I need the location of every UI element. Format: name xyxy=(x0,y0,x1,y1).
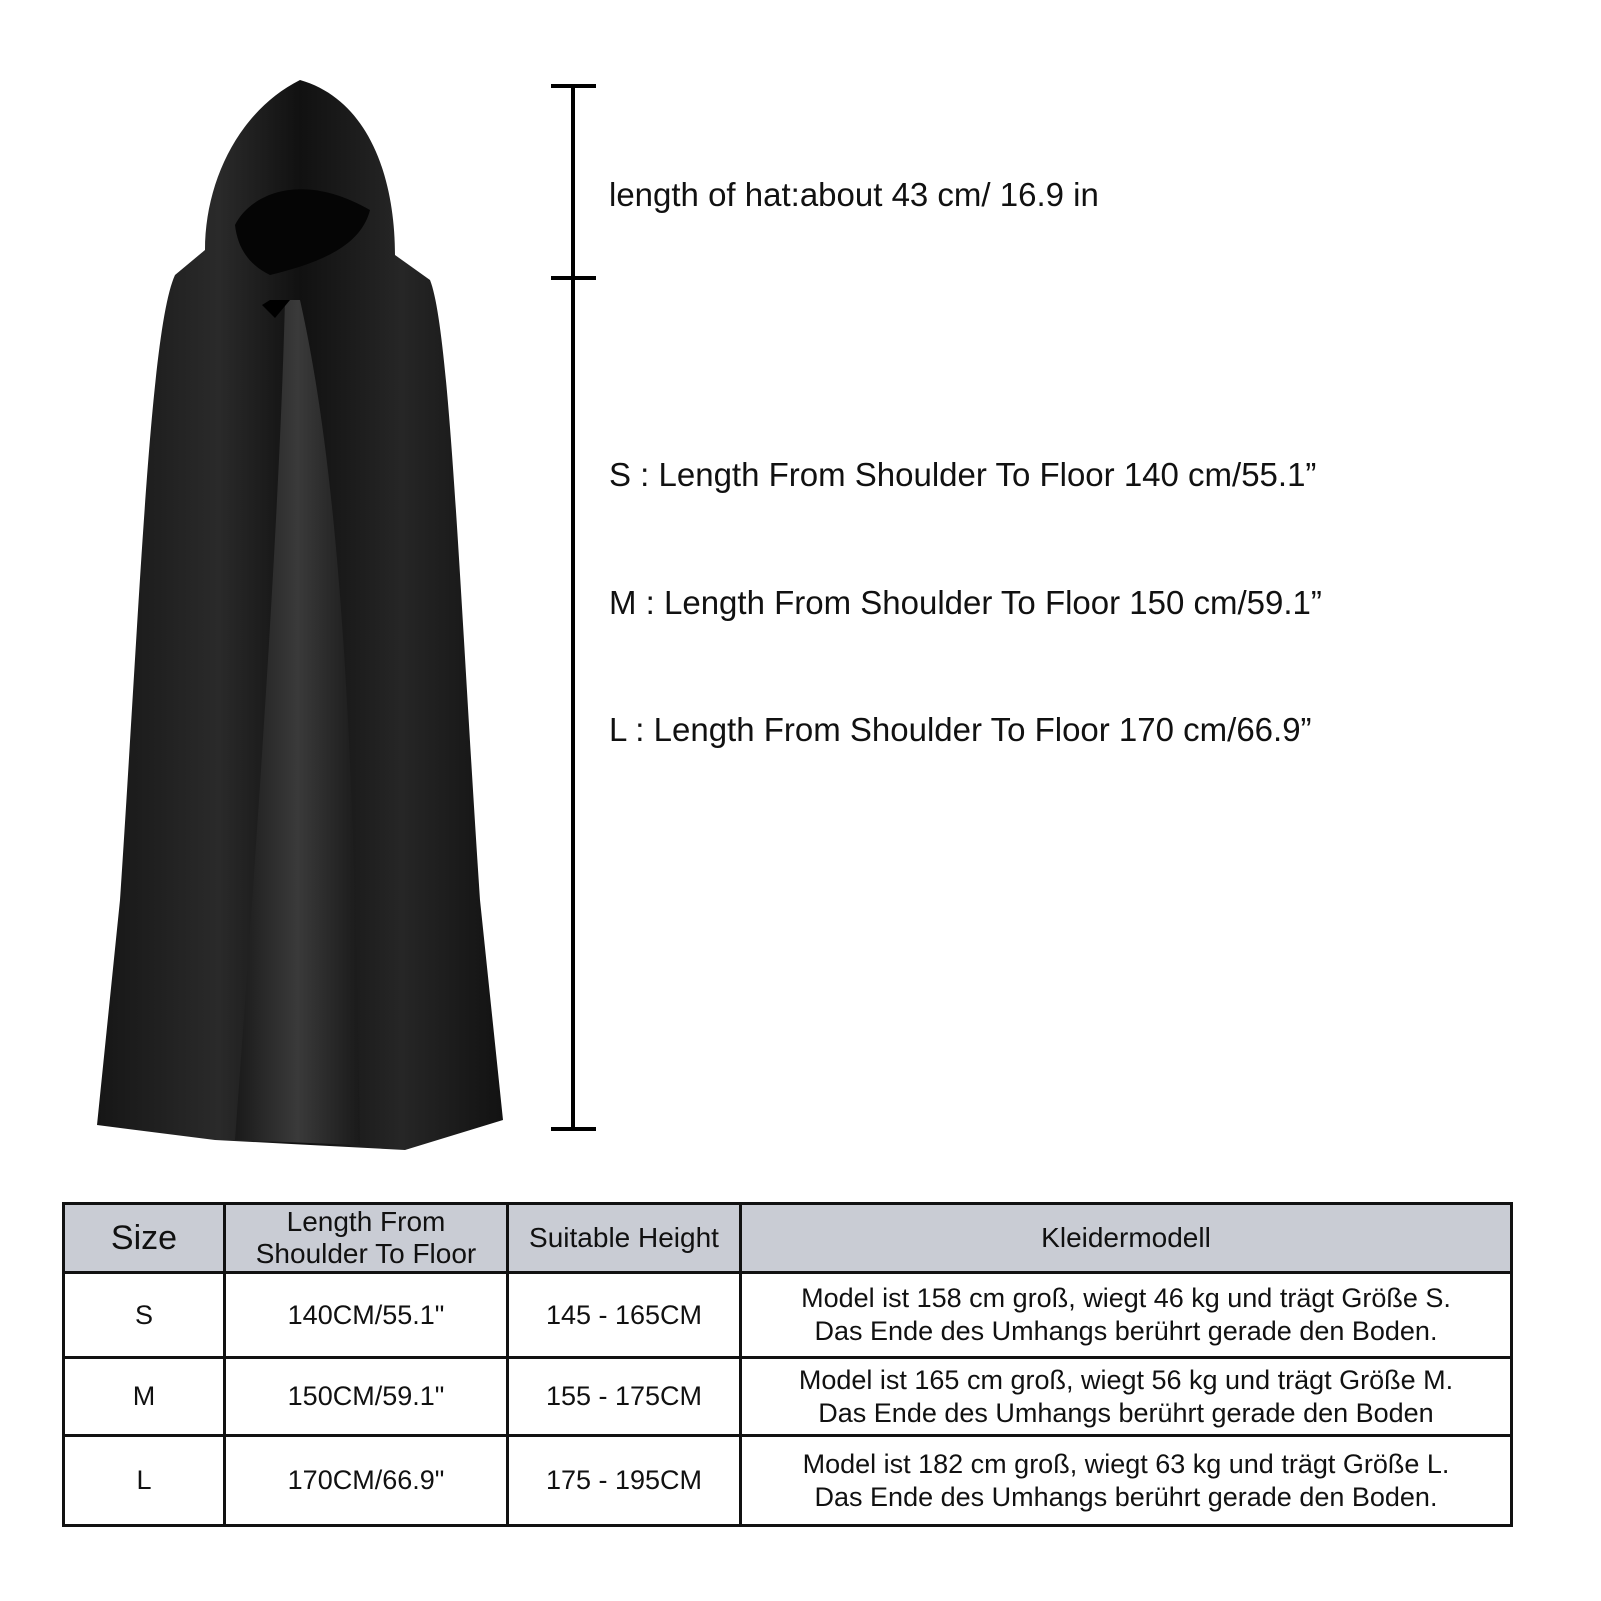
header-length xyxy=(225,1204,508,1273)
table-row xyxy=(64,1358,1512,1436)
model-line2: Das Ende des Umhangs berührt gerade den Boden. xyxy=(814,1316,1438,1346)
measure-line xyxy=(571,86,575,1130)
cell-length: 170CM/66.9" xyxy=(225,1436,508,1526)
cell-size: S xyxy=(64,1273,225,1358)
size-l-length-note: L : Length From Shoulder To Floor 170 cm/66.9” xyxy=(609,711,1312,748)
cell-model xyxy=(741,1436,1512,1526)
header-size: Size xyxy=(64,1204,225,1273)
measure-bottom-cap xyxy=(551,1127,596,1131)
size-chart-table xyxy=(62,1202,1513,1527)
hat-length-note: length of hat:about 43 cm/ 16.9 in xyxy=(609,176,1099,213)
table-header-row xyxy=(64,1204,1512,1273)
header-length-line2: Shoulder To Floor xyxy=(255,1238,477,1269)
cell-height: 155 - 175CM xyxy=(508,1358,741,1436)
header-suitable-height: Suitable Height xyxy=(508,1204,741,1273)
cell-model xyxy=(741,1273,1512,1358)
header-kleidermodell: Kleidermodell xyxy=(741,1204,1512,1273)
cell-height: 175 - 195CM xyxy=(508,1436,741,1526)
measure-shoulder-mark xyxy=(551,276,596,280)
model-line1: Model ist 182 cm groß, wiegt 63 kg und trägt Größe L. xyxy=(802,1448,1450,1479)
table-row xyxy=(64,1273,1512,1358)
table-row xyxy=(64,1436,1512,1526)
header-length-line1: Length From xyxy=(286,1206,446,1237)
cell-size: L xyxy=(64,1436,225,1526)
cell-length: 150CM/59.1" xyxy=(225,1358,508,1436)
cell-height: 145 - 165CM xyxy=(508,1273,741,1358)
size-s-length-note: S : Length From Shoulder To Floor 140 cm/55.1” xyxy=(609,456,1317,493)
model-line2: Das Ende des Umhangs berührt gerade den Boden xyxy=(818,1397,1434,1428)
cell-size: M xyxy=(64,1358,225,1436)
model-line1: Model ist 165 cm groß, wiegt 56 kg und trägt Größe M. xyxy=(798,1364,1454,1395)
model-line1: Model ist 158 cm groß, wiegt 46 kg und trägt Größe S. xyxy=(801,1283,1451,1313)
size-m-length-note: M : Length From Shoulder To Floor 150 cm/59.1” xyxy=(609,584,1322,621)
hooded-cloak-image xyxy=(0,0,620,1170)
cell-length: 140CM/55.1" xyxy=(225,1273,508,1358)
model-line2: Das Ende des Umhangs berührt gerade den Boden. xyxy=(814,1481,1438,1512)
cell-model xyxy=(741,1358,1512,1436)
